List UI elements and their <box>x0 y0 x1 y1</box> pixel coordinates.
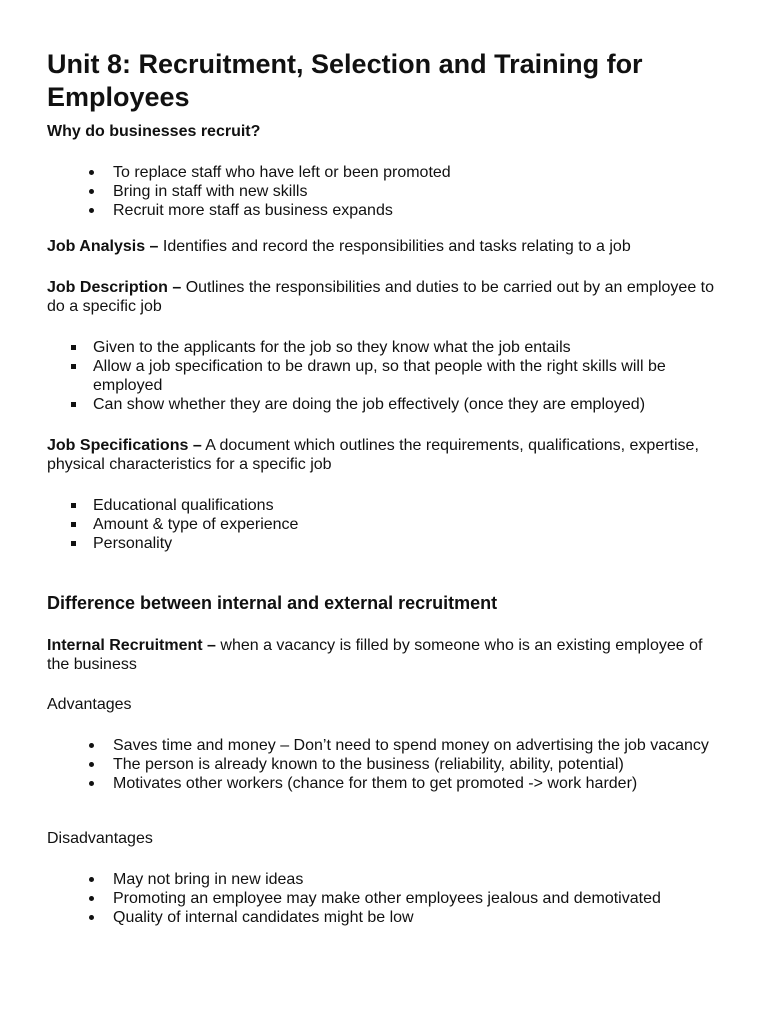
bullet-square-icon <box>71 345 76 350</box>
why-recruit-heading: Why do businesses recruit? <box>47 123 261 140</box>
list-item: Educational qualifications <box>47 496 727 515</box>
bullet-dot-icon <box>89 877 94 882</box>
list-item: Allow a job specification to be drawn up, so that people with the right skills will be employed <box>47 357 727 395</box>
bullet-dot-icon <box>89 743 94 748</box>
job-analysis-term: Job Analysis – <box>47 238 159 255</box>
bullet-square-icon <box>71 402 76 407</box>
list-item: Promoting an employee may make other employees jealous and demotivated <box>47 889 727 908</box>
section-heading-difference: Difference between internal and external recruitment <box>47 593 498 613</box>
job-specifications-paragraph <box>47 436 727 474</box>
bullet-dot-icon <box>89 781 94 786</box>
bullet-square-icon <box>71 522 76 527</box>
list-item: Motivates other workers (chance for them to get promoted -> work harder) <box>47 774 727 793</box>
bullet-square-icon <box>71 503 76 508</box>
internal-recruitment-paragraph <box>47 636 727 674</box>
document-title: Unit 8: Recruitment, Selection and Training for Employees <box>47 49 643 112</box>
bullet-dot-icon <box>89 762 94 767</box>
bullet-square-icon <box>71 364 76 369</box>
job-description-paragraph <box>47 278 727 316</box>
internal-recruitment-term: Internal Recruitment – <box>47 637 216 654</box>
advantages-list <box>47 736 727 793</box>
bullet-square-icon <box>71 541 76 546</box>
list-item: Bring in staff with new skills <box>47 182 727 201</box>
job-specifications-list <box>47 496 727 553</box>
list-item: Quality of internal candidates might be low <box>47 908 727 927</box>
advantages-heading: Advantages <box>47 696 132 713</box>
list-item: Personality <box>47 534 727 553</box>
job-specifications-definition: A document which outlines the requirements, qualifications, expertise, physical characteristics for a specific job <box>47 437 699 473</box>
list-item: Recruit more staff as business expands <box>47 201 727 220</box>
list-item: May not bring in new ideas <box>47 870 727 889</box>
bullet-dot-icon <box>89 208 94 213</box>
disadvantages-list <box>47 870 727 927</box>
bullet-dot-icon <box>89 896 94 901</box>
job-specifications-term: Job Specifications – <box>47 437 202 454</box>
job-description-term: Job Description – <box>47 279 182 296</box>
disadvantages-heading: Disadvantages <box>47 830 153 847</box>
bullet-dot-icon <box>89 170 94 175</box>
bullet-dot-icon <box>89 915 94 920</box>
internal-recruitment-definition: when a vacancy is filled by someone who is an existing employee of the business <box>47 637 703 673</box>
job-description-definition: Outlines the responsibilities and duties to be carried out by an employee to do a specific job <box>47 279 715 315</box>
list-item: To replace staff who have left or been promoted <box>47 163 727 182</box>
bullet-dot-icon <box>89 189 94 194</box>
job-analysis-definition: Identifies and record the responsibilities and tasks relating to a job <box>158 238 631 255</box>
list-item: Amount & type of experience <box>47 515 727 534</box>
why-recruit-list <box>47 163 727 220</box>
job-description-list <box>47 338 727 414</box>
list-item: Can show whether they are doing the job effectively (once they are employed) <box>47 395 727 414</box>
job-analysis-paragraph <box>47 237 727 256</box>
list-item: Given to the applicants for the job so they know what the job entails <box>47 338 727 357</box>
list-item: Saves time and money – Don’t need to spend money on advertising the job vacancy <box>47 736 727 755</box>
list-item: The person is already known to the business (reliability, ability, potential) <box>47 755 727 774</box>
